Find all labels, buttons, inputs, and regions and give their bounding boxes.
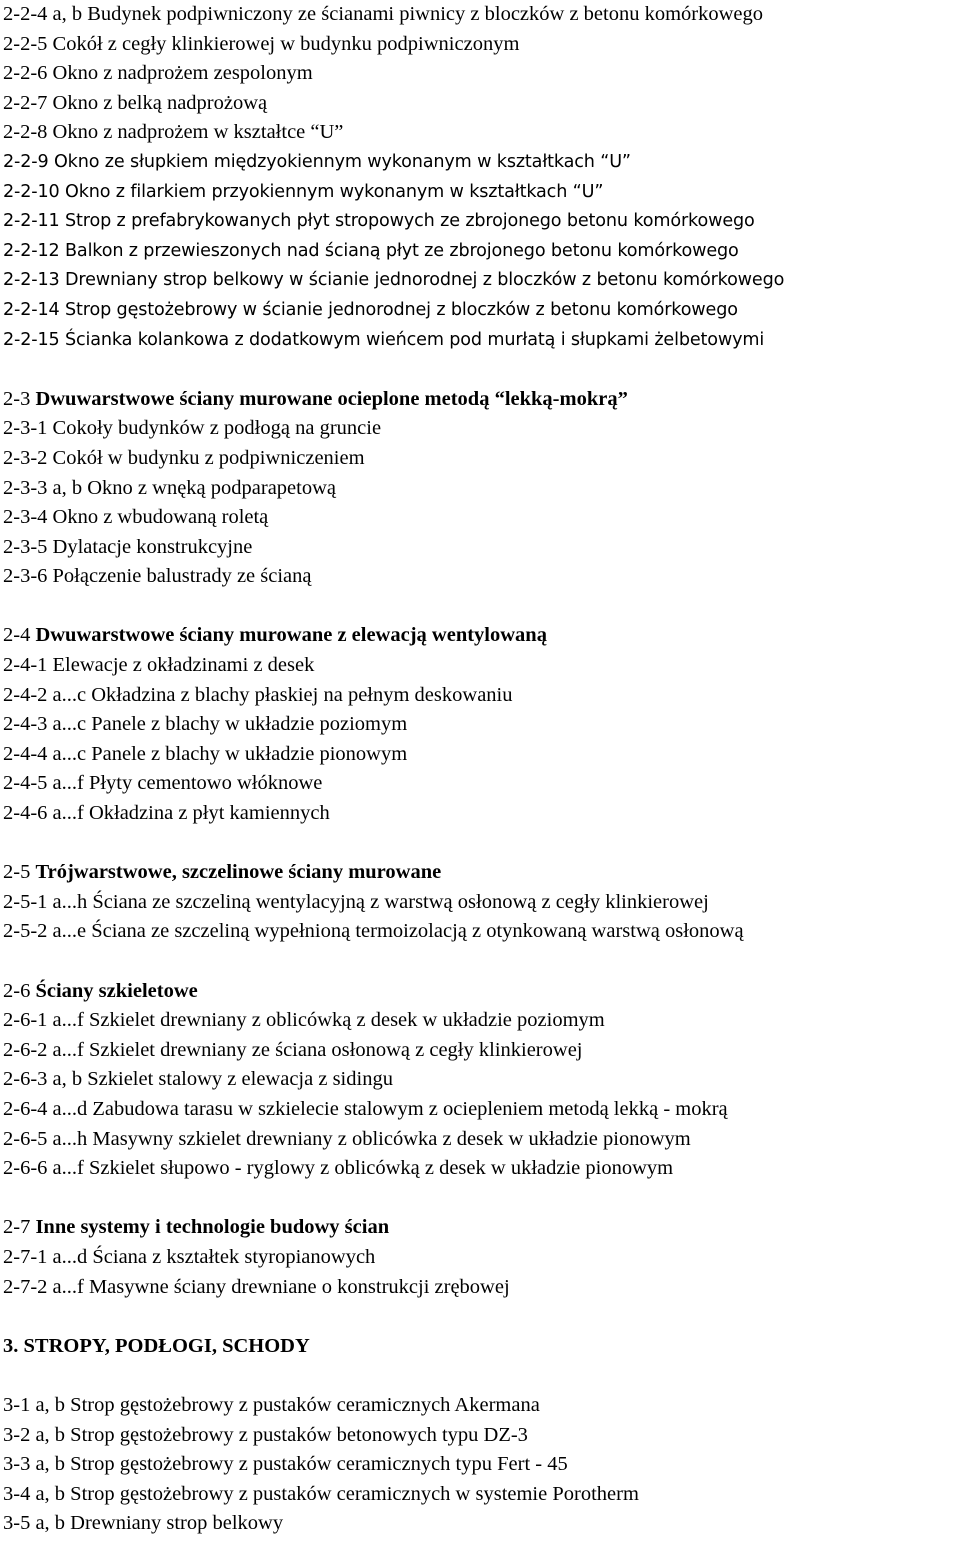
list-item: 2-2-11 Strop z prefabrykowanych płyt stropowych ze zbrojonego betonu komórkowego [3, 211, 755, 232]
list-item: 2-2-4 a, b Budynek podpiwniczony ze ścianami piwnicy z bloczków z betonu komórkowego [3, 3, 764, 25]
section-number: 2-7 [3, 1216, 36, 1239]
list-item: 2-2-10 Okno z filarkiem przyokiennym wykonanym w kształtkach “U” [3, 181, 604, 202]
list-item: 2-3-6 Połączenie balustrady ze ścianą [3, 565, 312, 588]
blank-line [3, 355, 958, 385]
list-item: 2-4-2 a...c Okładzina z blachy płaskiej na pełnym deskowaniu [3, 683, 513, 706]
section-heading [3, 1213, 958, 1243]
blank-line [3, 1184, 958, 1214]
blank-line [3, 1361, 958, 1391]
list-item: 2-3-5 Dylatacje konstrukcyjne [3, 535, 253, 558]
list-item: 2-7-1 a...d Ściana z kształtek styropianowych [3, 1245, 376, 1268]
section-heading [3, 1332, 958, 1362]
section-number: 2-3 [3, 387, 36, 410]
list-item: 2-6-2 a...f Szkielet drewniany ze ściana osłonową z cegły klinkierowej [3, 1038, 583, 1061]
list-item: 2-4-5 a...f Płyty cementowo włóknowe [3, 772, 323, 795]
list-item: 2-2-7 Okno z belką nadprożową [3, 91, 268, 114]
list-item: 2-3-4 Okno z wbudowaną roletą [3, 506, 269, 529]
list-item: 2-5-2 a...e Ściana ze szczeliną wypełnioną termoizolacją z otynkowaną warstwą osłonową [3, 920, 744, 943]
section-heading [3, 385, 958, 415]
list-item: 2-4-1 Elewacje z okładzinami z desek [3, 654, 315, 677]
list-item: 2-6-3 a, b Szkielet stalowy z elewacja z sidingu [3, 1068, 393, 1091]
list-item: 2-7-2 a...f Masywne ściany drewniane o konstrukcji zrębowej [3, 1275, 510, 1298]
list-item: 2-2-13 Drewniany strop belkowy w ścianie jednorodnej z bloczków z betonu komórkowego [3, 270, 785, 291]
list-item: 2-3-2 Cokół w budynku z podpiwniczeniem [3, 446, 365, 469]
section-heading [3, 621, 958, 651]
list-item: 2-2-12 Balkon z przewieszonych nad ścianą płyt ze zbrojonego betonu komórkowego [3, 240, 739, 261]
section-title: Inne systemy i technologie budowy ścian [35, 1216, 390, 1239]
document-body [3, 0, 958, 1539]
section-title: Ściany szkieletowe [35, 979, 198, 1002]
section-heading [3, 977, 958, 1007]
list-item: 3-1 a, b Strop gęstożebrowy z pustaków ceramicznych Akermana [3, 1393, 540, 1416]
list-item: 2-3-3 a, b Okno z wnęką podparapetową [3, 476, 337, 499]
list-item: 2-4-3 a...c Panele z blachy w układzie poziomym [3, 713, 408, 736]
list-item: 2-6-6 a...f Szkielet słupowo - ryglowy z oblicówką z desek w układzie pionowym [3, 1157, 674, 1180]
list-item: 2-5-1 a...h Ściana ze szczeliną wentylacyjną z warstwą osłonową z cegły klinkierowej [3, 890, 709, 913]
list-item: 2-2-6 Okno z nadprożem zespolonym [3, 62, 313, 85]
list-item: 2-6-5 a...h Masywny szkielet drewniany z oblicówka z desek w układzie pionowym [3, 1127, 691, 1150]
section-number: 2-6 [3, 979, 36, 1002]
section-number: 2-5 [3, 861, 36, 884]
blank-line [3, 829, 958, 859]
list-item: 2-2-14 Strop gęstożebrowy w ścianie jednorodnej z bloczków z betonu komórkowego [3, 299, 738, 320]
list-item: 2-6-1 a...f Szkielet drewniany z oblicówką z desek w układzie poziomym [3, 1009, 605, 1032]
section-title: Dwuwarstwowe ściany murowane z elewacją wentylowaną [35, 624, 547, 647]
section-title: 3. STROPY, PODŁOGI, SCHODY [3, 1334, 310, 1357]
list-item: 2-6-4 a...d Zabudowa tarasu w szkielecie stalowym z ociepleniem metodą lekką - mokrą [3, 1097, 728, 1120]
list-item: 2-2-15 Ścianka kolankowa z dodatkowym wieńcem pod murłatą i słupkami żelbetowymi [3, 329, 765, 350]
section-title: Dwuwarstwowe ściany murowane ocieplone metodą “lekką-mokrą” [35, 387, 628, 410]
blank-line [3, 592, 958, 622]
blank-line [3, 947, 958, 977]
blank-line [3, 1302, 958, 1332]
list-item: 3-5 a, b Drewniany strop belkowy [3, 1512, 284, 1535]
list-item: 2-4-4 a...c Panele z blachy w układzie pionowym [3, 742, 408, 765]
list-item: 3-2 a, b Strop gęstożebrowy z pustaków betonowych typu DZ-3 [3, 1423, 528, 1446]
section-title: Trójwarstwowe, szczelinowe ściany murowane [35, 861, 442, 884]
list-item: 2-4-6 a...f Okładzina z płyt kamiennych [3, 802, 330, 825]
section-heading [3, 858, 958, 888]
list-item: 2-2-5 Cokół z cegły klinkierowej w budynku podpiwniczonym [3, 32, 520, 55]
section-number: 2-4 [3, 624, 36, 647]
list-item: 2-3-1 Cokoły budynków z podłogą na gruncie [3, 417, 382, 440]
list-item: 3-3 a, b Strop gęstożebrowy z pustaków ceramicznych typu Fert - 45 [3, 1453, 568, 1476]
list-item: 2-2-9 Okno ze słupkiem międzyokiennym wykonanym w kształtkach “U” [3, 151, 631, 172]
list-item: 2-2-8 Okno z nadprożem w kształtce “U” [3, 121, 344, 144]
list-item: 3-4 a, b Strop gęstożebrowy z pustaków ceramicznych w systemie Porotherm [3, 1482, 639, 1505]
